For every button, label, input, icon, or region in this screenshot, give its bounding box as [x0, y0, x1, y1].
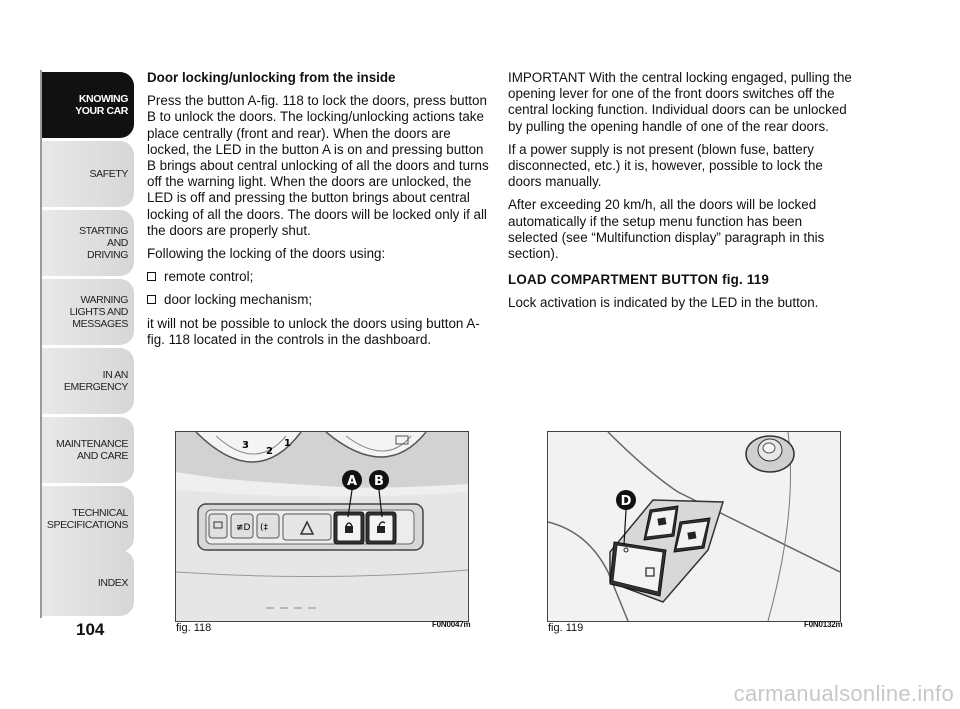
section-heading-load-compartment: LOAD COMPARTMENT BUTTON fig. 119: [508, 272, 770, 288]
tab-safety[interactable]: SAFETY: [42, 141, 134, 207]
paragraph: If a power supply is not present (blown fuse, battery disconnected, etc.) it is, however, possible to lock the doors manually.: [508, 141, 823, 190]
figure-118-code: F0N0047m: [432, 620, 471, 629]
paragraph: Following the locking of the doors using:: [147, 246, 386, 262]
dial-number: 3: [242, 440, 249, 451]
figure-119-caption: fig. 119: [548, 622, 584, 634]
tab-starting-and-driving[interactable]: STARTING AND DRIVING: [42, 210, 134, 276]
dial-number: 1: [284, 438, 291, 449]
dial-number: 2: [266, 446, 273, 457]
checkbox-bullet-icon: [147, 272, 156, 281]
left-text-column: [147, 70, 492, 355]
tab-technical-specifications[interactable]: TECHNICAL SPECIFICATIONS: [42, 486, 134, 552]
section-heading-door-locking: Door locking/unlocking from the inside: [147, 70, 396, 85]
list-item: [147, 269, 492, 285]
paragraph: Lock activation is indicated by the LED in the button.: [508, 295, 819, 311]
paragraph: After exceeding 20 km/h, all the doors will be locked automatically if the setup menu function has been selected (see “Multifunction display” paragraph in this section).: [508, 197, 825, 262]
figure-119-code: F0N0132m: [804, 620, 843, 629]
callout-label: B: [374, 474, 384, 489]
tab-index[interactable]: INDEX: [42, 550, 134, 616]
checkbox-bullet-icon: [147, 295, 156, 304]
figure-118-caption: fig. 118: [176, 622, 212, 634]
svg-text:(‡: (‡: [260, 523, 269, 533]
tab-maintenance-and-care[interactable]: MAINTENANCE AND CARE: [42, 417, 134, 483]
paragraph: Press the button A-fig. 118 to lock the doors, press button B to unlock the doors. The locking/unlocking actions take place centrally (front and rear). When the doors are locked, the LED in the button A is on and pressing button B brings about central unlocking of all the doors and turns off the warning light. When the doors are unlocked, the LED is off and pressing the button brings about central locking of all the doors. The doors will be locked only if all the doors are properly shut.: [147, 93, 489, 238]
page-number: 104: [76, 620, 105, 639]
tab-warning-lights[interactable]: WARNING LIGHTS AND MESSAGES: [42, 279, 134, 345]
chapter-sidebar: [0, 0, 140, 709]
callout-label: D: [620, 494, 632, 509]
figure-119-door-panel: [547, 431, 841, 622]
callout-label: A: [346, 474, 358, 489]
tab-knowing-your-car[interactable]: KNOWING YOUR CAR: [42, 72, 134, 138]
list-item: [147, 292, 492, 308]
figure-118-dashboard-buttons: [175, 431, 469, 622]
right-text-column: [508, 70, 853, 319]
tab-in-an-emergency[interactable]: IN AN EMERGENCY: [42, 348, 134, 414]
list-item-text: door locking mechanism;: [164, 292, 313, 308]
paragraph: it will not be possible to unlock the doors using button A-fig. 118 located in the controls in the dashboard.: [147, 315, 480, 347]
list-item-text: remote control;: [164, 269, 254, 285]
paragraph-important: IMPORTANT With the central locking engaged, pulling the opening lever for one of the front doors switches off the central locking function. Individual doors can be unlocked by pulling the opening handle of one of the rear doors.: [508, 70, 852, 134]
watermark: carmanualsonline.info: [733, 681, 954, 706]
svg-text:≢D: ≢D: [236, 523, 251, 533]
